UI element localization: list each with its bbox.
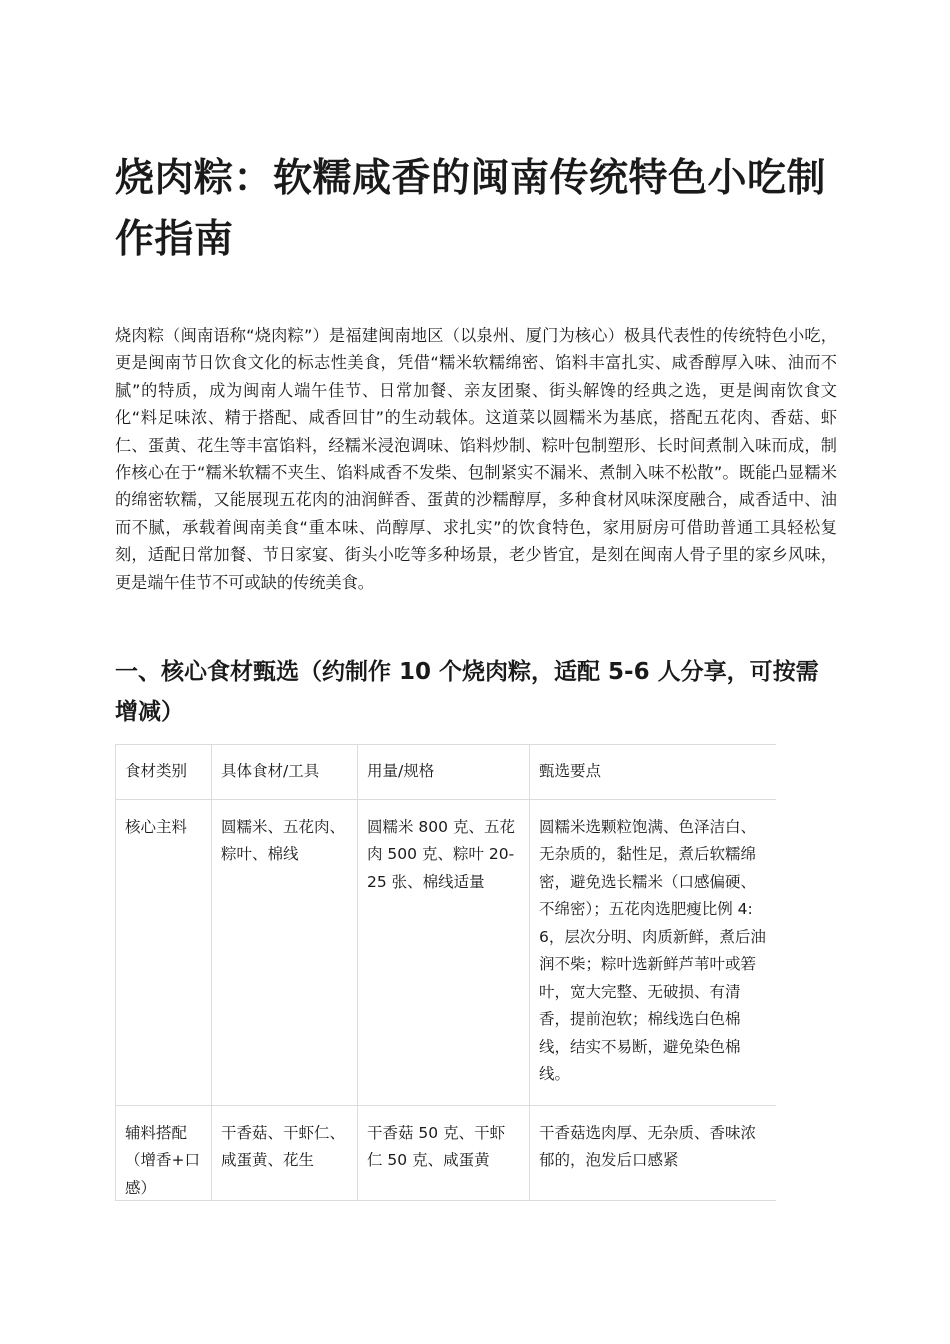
table-header-row (116, 745, 777, 800)
section-heading-ingredients: 一、核心食材甄选（约制作 10 个烧肉粽，适配 5-6 人分享，可按需增减） (115, 659, 819, 725)
ingredients-table-container (115, 744, 776, 1201)
cell-items: 圆糯米、五花肉、粽叶、棉线 (212, 799, 358, 1105)
cell-tips: 干香菇选肉厚、无杂质、香味浓郁的，泡发后口感紧 (530, 1105, 777, 1201)
cell-amount: 圆糯米 800 克、五花肉 500 克、粽叶 20-25 张、棉线适量 (358, 799, 530, 1105)
table-row (116, 1105, 777, 1201)
column-header-category: 食材类别 (116, 745, 212, 800)
page-title: 烧肉粽：软糯咸香的闽南传统特色小吃制作指南 (115, 156, 827, 262)
table-row (116, 799, 777, 1105)
column-header-amount: 用量/规格 (358, 745, 530, 800)
intro-paragraph: 烧肉粽（闽南语称“烧肉粽”）是福建闽南地区（以泉州、厦门为核心）极具代表性的传统特色小吃，更是闽南节日饮食文化的标志性美食，凭借“糯米软糯绵密、馅料丰富扎实、咸香醇厚入味、油而不腻”的特质，成为闽南人端午佳节、日常加餐、亲友团聚、街头解馋的经典之选，更是闽南饮食文化“料足味浓、精于搭配、咸香回甘”的生动载体。这道菜以圆糯米为基底，搭配五花肉、香菇、虾仁、蛋黄、花生等丰富馅料，经糯米浸泡调味、馅料炒制、粽叶包制塑形、长时间煮制入味而成，制作核心在于“糯米软糯不夹生、馅料咸香不发柴、包制紧实不漏米、煮制入味不松散”。既能凸显糯米的绵密软糯，又能展现五花肉的油润鲜香、蛋黄的沙糯醇厚，多种食材风味深度融合，咸香适中、油而不腻，承载着闽南美食“重本味、尚醇厚、求扎实”的饮食特色，家用厨房可借助普通工具轻松复刻，适配日常加餐、节日家宴、街头小吃等多种场景，老少皆宜，是刻在闽南人骨子里的家乡风味，更是端午佳节不可或缺的传统美食。 (115, 326, 837, 592)
cell-amount: 干香菇 50 克、干虾仁 50 克、咸蛋黄 (358, 1105, 530, 1201)
column-header-tips: 甄选要点 (530, 745, 777, 800)
column-header-items: 具体食材/工具 (212, 745, 358, 800)
ingredients-table (115, 744, 776, 1201)
cell-category: 核心主料 (116, 799, 212, 1105)
cell-tips: 圆糯米选颗粒饱满、色泽洁白、无杂质的，黏性足，煮后软糯绵密，避免选长糯米（口感偏硬、不绵密）；五花肉选肥瘦比例 4:6，层次分明、肉质新鲜，煮后油润不柴；粽叶选新鲜芦苇叶或箬叶，宽大完整、无破损、有清香，提前泡软；棉线选白色棉线，结实不易断，避免染色棉线。 (530, 799, 777, 1105)
cell-category: 辅料搭配（增香+口感） (116, 1105, 212, 1201)
cell-items: 干香菇、干虾仁、咸蛋黄、花生 (212, 1105, 358, 1201)
